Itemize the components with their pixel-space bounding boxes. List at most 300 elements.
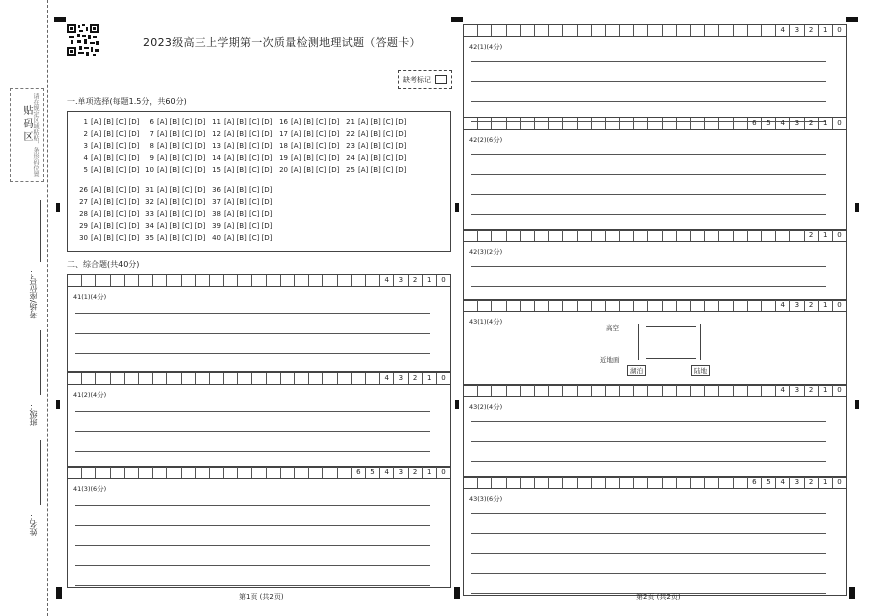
diagram-high-line — [646, 326, 696, 327]
score-blank-cell — [492, 118, 506, 129]
mc-options[interactable]: [A] [B] [C] [D] — [157, 154, 206, 162]
footer-page-left: 第1页 (共2页) — [239, 593, 284, 601]
score-blank-cell — [734, 477, 748, 488]
paste-area-note: 请在规定区域粘贴，条形码位置 — [32, 93, 39, 177]
mc-item[interactable] — [144, 198, 205, 206]
mc-options[interactable]: [A] [B] [C] [D] — [157, 118, 206, 126]
answer-line — [471, 421, 826, 422]
score-blank-cell — [153, 275, 167, 286]
score-blank-cell — [549, 230, 563, 241]
mc-item[interactable] — [144, 130, 205, 138]
registration-mark — [451, 17, 463, 22]
mc-options[interactable]: [A] [B] [C] [D] — [224, 118, 273, 126]
mc-options[interactable]: [A] [B] [C] [D] — [291, 142, 340, 150]
mc-item[interactable] — [345, 130, 406, 138]
mc-number: 15 — [212, 166, 221, 174]
mc-item[interactable] — [144, 154, 205, 162]
score-blank-cell — [535, 230, 549, 241]
mc-options[interactable]: [A] [B] [C] [D] — [358, 118, 407, 126]
mc-number: 18 — [279, 142, 288, 150]
score-blank-cell — [748, 300, 762, 311]
mc-options[interactable]: [A] [B] [C] [D] — [157, 130, 206, 138]
score-blank-cell — [648, 385, 662, 396]
score-cell[interactable]: 3 — [394, 373, 408, 384]
answer-line — [75, 313, 430, 314]
mc-item[interactable] — [78, 186, 139, 194]
score-blank-cell — [691, 118, 705, 129]
score-cell[interactable]: 0 — [837, 301, 842, 309]
score-blank-cell — [592, 25, 606, 36]
answer-line — [75, 525, 430, 526]
registration-mark — [849, 587, 855, 599]
mc-number: 6 — [149, 118, 154, 126]
score-blank-cell — [309, 275, 323, 286]
mc-number: 21 — [346, 118, 355, 126]
score-blank-cell — [691, 477, 705, 488]
mc-number: 20 — [279, 166, 288, 174]
mc-item[interactable] — [345, 166, 406, 174]
mc-item[interactable] — [211, 118, 272, 126]
score-cell[interactable]: 0 — [837, 231, 842, 239]
answer-line — [75, 431, 430, 432]
diagram-high-label: 高空 — [606, 324, 619, 332]
score-blank-cell — [762, 25, 776, 36]
mc-number: 13 — [212, 142, 221, 150]
mc-number: 28 — [79, 210, 88, 218]
score-blank-cell — [634, 385, 648, 396]
mc-number: 31 — [145, 186, 154, 194]
answer-line — [75, 353, 430, 354]
score-blank-cell — [748, 385, 762, 396]
answer-line — [75, 545, 430, 546]
score-blank-cell — [295, 467, 309, 478]
score-cell[interactable]: 4 — [380, 373, 394, 384]
score-cell[interactable]: 4 — [776, 25, 790, 36]
mc-number: 36 — [212, 186, 221, 194]
score-cell[interactable]: 1 — [819, 300, 833, 311]
score-blank-cell — [323, 373, 337, 384]
mc-number: 2 — [83, 130, 88, 138]
score-cell[interactable]: 4 — [380, 467, 394, 478]
diagram-near-line — [646, 358, 696, 359]
score-blank-cell — [196, 373, 210, 384]
score-blank-cell — [492, 300, 506, 311]
question-label: 43(2)(4分) — [469, 403, 503, 411]
mc-number: 29 — [79, 222, 88, 230]
score-cell[interactable]: 4 — [776, 477, 790, 488]
mc-options[interactable]: [A] [B] [C] [D] — [91, 222, 140, 230]
mc-item[interactable] — [144, 142, 205, 150]
score-cell[interactable]: 3 — [394, 275, 408, 286]
score-blank-cell — [705, 477, 719, 488]
score-blank-cell — [762, 385, 776, 396]
score-row — [464, 300, 846, 312]
mc-options[interactable]: [A] [B] [C] [D] — [224, 166, 273, 174]
score-cell[interactable]: 4 — [380, 275, 394, 286]
mc-item[interactable] — [211, 222, 272, 230]
mc-options[interactable]: [A] [B] [C] [D] — [224, 142, 273, 150]
mc-options[interactable]: [A] [B] [C] [D] — [157, 222, 206, 230]
score-blank-cell — [634, 230, 648, 241]
score-blank-cell — [748, 230, 762, 241]
mc-options[interactable]: [A] [B] [C] [D] — [224, 222, 273, 230]
score-blank-cell — [663, 300, 677, 311]
mc-options[interactable]: [A] [B] [C] [D] — [91, 210, 140, 218]
answer-line — [471, 214, 826, 215]
answer-area[interactable] — [463, 117, 847, 231]
score-row — [68, 275, 450, 287]
score-blank-cell — [563, 25, 577, 36]
mc-options[interactable]: [A] [B] [C] [D] — [91, 118, 140, 126]
score-blank-cell — [224, 275, 238, 286]
answer-area[interactable] — [67, 372, 451, 468]
score-cell[interactable]: 1 — [423, 373, 437, 384]
score-blank-cell — [139, 275, 153, 286]
mc-item[interactable] — [78, 222, 139, 230]
score-cell[interactable]: 2 — [805, 25, 819, 36]
score-cell[interactable]: 5 — [366, 467, 380, 478]
score-blank-cell — [238, 467, 252, 478]
score-blank-cell — [464, 385, 478, 396]
answer-line — [471, 573, 826, 574]
mc-number: 14 — [212, 154, 221, 162]
score-blank-cell — [790, 230, 804, 241]
mc-item[interactable] — [78, 210, 139, 218]
mc-options[interactable]: [A] [B] [C] [D] — [358, 130, 407, 138]
score-blank-cell — [578, 118, 592, 129]
score-blank-cell — [563, 230, 577, 241]
mc-item[interactable] — [78, 130, 139, 138]
score-cell[interactable]: 3 — [790, 477, 804, 488]
answer-area[interactable] — [67, 274, 451, 372]
score-cell[interactable]: 1 — [819, 230, 833, 241]
score-cell[interactable]: 1 — [819, 385, 833, 396]
score-blank-cell — [111, 373, 125, 384]
score-blank-cell — [182, 373, 196, 384]
mc-options[interactable]: [A] [B] [C] [D] — [358, 166, 407, 174]
score-blank-cell — [68, 467, 82, 478]
mc-item[interactable] — [345, 142, 406, 150]
mc-number: 32 — [145, 198, 154, 206]
score-blank-cell — [648, 118, 662, 129]
score-cell[interactable]: 1 — [819, 25, 833, 36]
mc-options[interactable]: [A] [B] [C] [D] — [157, 198, 206, 206]
answer-line — [471, 441, 826, 442]
exam-room-underline — [40, 200, 41, 262]
score-blank-cell — [281, 467, 295, 478]
mc-options[interactable]: [A] [B] [C] [D] — [291, 130, 340, 138]
score-blank-cell — [507, 477, 521, 488]
score-blank-cell — [111, 467, 125, 478]
mc-item[interactable] — [211, 142, 272, 150]
score-blank-cell — [691, 385, 705, 396]
mc-options[interactable]: [A] [B] [C] [D] — [224, 234, 273, 242]
mc-number: 22 — [346, 130, 355, 138]
score-cell[interactable]: 4 — [776, 118, 790, 129]
mc-item[interactable] — [144, 222, 205, 230]
score-blank-cell — [592, 118, 606, 129]
answer-line — [471, 174, 826, 175]
score-cell[interactable]: 3 — [394, 467, 408, 478]
mc-number: 3 — [83, 142, 88, 150]
mc-options[interactable]: [A] [B] [C] [D] — [91, 142, 140, 150]
registration-mark — [54, 17, 66, 22]
score-row — [464, 118, 846, 130]
score-blank-cell — [281, 275, 295, 286]
mc-item[interactable] — [78, 118, 139, 126]
mc-item[interactable] — [211, 198, 272, 206]
score-blank-cell — [734, 118, 748, 129]
score-cell[interactable]: 0 — [441, 374, 446, 382]
score-blank-cell — [663, 385, 677, 396]
score-row — [464, 230, 846, 242]
mc-options[interactable]: [A] [B] [C] [D] — [224, 154, 273, 162]
name-underline — [40, 440, 41, 505]
diagram-land-box: 陆地 — [691, 365, 710, 376]
answer-area[interactable] — [463, 384, 847, 478]
answer-line — [75, 333, 430, 334]
registration-mark — [846, 17, 858, 22]
score-blank-cell — [606, 477, 620, 488]
class-field-label: 班级： — [29, 402, 38, 426]
mc-options[interactable]: [A] [B] [C] [D] — [291, 166, 340, 174]
score-cell[interactable]: 2 — [805, 230, 819, 241]
score-blank-cell — [96, 467, 110, 478]
score-blank-cell — [762, 230, 776, 241]
score-cell[interactable]: 4 — [776, 300, 790, 311]
score-blank-cell — [620, 477, 634, 488]
mc-item[interactable] — [345, 118, 406, 126]
score-cell[interactable]: 1 — [423, 275, 437, 286]
mc-options[interactable]: [A] [B] [C] [D] — [157, 210, 206, 218]
score-row — [464, 25, 846, 37]
mc-item[interactable] — [144, 166, 205, 174]
score-blank-cell — [478, 230, 492, 241]
question-label: 41(1)(4分) — [73, 293, 107, 301]
score-blank-cell — [478, 385, 492, 396]
mc-item[interactable] — [78, 198, 139, 206]
mc-item[interactable] — [78, 234, 139, 242]
score-blank-cell — [153, 467, 167, 478]
mc-item[interactable] — [211, 234, 272, 242]
score-cell[interactable]: 6 — [748, 477, 762, 488]
mc-options[interactable]: [A] [B] [C] [D] — [291, 154, 340, 162]
score-blank-cell — [535, 118, 549, 129]
score-blank-cell — [648, 477, 662, 488]
mc-item[interactable] — [211, 186, 272, 194]
score-cell[interactable]: 2 — [805, 118, 819, 129]
mc-item[interactable] — [211, 166, 272, 174]
registration-mark — [455, 203, 459, 212]
mc-item[interactable] — [144, 118, 205, 126]
absent-mark[interactable] — [398, 70, 452, 89]
score-blank-cell — [620, 118, 634, 129]
score-blank-cell — [182, 467, 196, 478]
mc-item[interactable] — [345, 154, 406, 162]
score-blank-cell — [68, 275, 82, 286]
score-cell[interactable]: 6 — [352, 467, 366, 478]
answer-line — [75, 565, 430, 566]
mc-item[interactable] — [278, 166, 339, 174]
score-row — [464, 477, 846, 489]
score-blank-cell — [677, 477, 691, 488]
score-blank-cell — [196, 467, 210, 478]
score-blank-cell — [719, 25, 733, 36]
mc-item[interactable] — [144, 186, 205, 194]
mc-options[interactable]: [A] [B] [C] [D] — [91, 154, 140, 162]
mc-item[interactable] — [278, 142, 339, 150]
score-blank-cell — [210, 275, 224, 286]
score-cell[interactable]: 2 — [805, 385, 819, 396]
score-cell[interactable]: 0 — [837, 119, 842, 127]
mc-number: 19 — [279, 154, 288, 162]
score-blank-cell — [492, 477, 506, 488]
score-blank-cell — [734, 385, 748, 396]
answer-area[interactable] — [463, 24, 847, 118]
mc-options[interactable]: [A] [B] [C] [D] — [91, 130, 140, 138]
registration-mark — [855, 203, 859, 212]
answer-line — [471, 513, 826, 514]
score-blank-cell — [96, 275, 110, 286]
score-blank-cell — [167, 467, 181, 478]
mc-item[interactable] — [78, 142, 139, 150]
score-blank-cell — [366, 275, 380, 286]
mc-number: 34 — [145, 222, 154, 230]
score-blank-cell — [634, 118, 648, 129]
exam-room-field-label: 考场/座位号： — [29, 268, 38, 319]
score-cell[interactable]: 3 — [790, 300, 804, 311]
score-cell[interactable]: 4 — [776, 385, 790, 396]
question-label: 42(1)(4分) — [469, 43, 503, 51]
score-cell[interactable]: 2 — [409, 373, 423, 384]
score-blank-cell — [563, 300, 577, 311]
score-cell[interactable]: 0 — [441, 468, 446, 476]
mc-options[interactable]: [A] [B] [C] [D] — [224, 210, 273, 218]
score-blank-cell — [634, 300, 648, 311]
mc-item[interactable] — [278, 118, 339, 126]
score-cell[interactable]: 6 — [748, 118, 762, 129]
question-label: 43(3)(6分) — [469, 495, 503, 503]
mc-options[interactable]: [A] [B] [C] [D] — [91, 198, 140, 206]
score-blank-cell — [507, 300, 521, 311]
answer-area[interactable] — [463, 476, 847, 596]
mc-options[interactable]: [A] [B] [C] [D] — [157, 234, 206, 242]
score-blank-cell — [691, 25, 705, 36]
score-blank-cell — [734, 25, 748, 36]
mc-options[interactable]: [A] [B] [C] [D] — [91, 166, 140, 174]
score-cell[interactable]: 2 — [805, 477, 819, 488]
mc-item[interactable] — [278, 130, 339, 138]
score-blank-cell — [648, 25, 662, 36]
score-blank-cell — [705, 300, 719, 311]
score-cell[interactable]: 0 — [837, 478, 842, 486]
score-cell[interactable]: 2 — [409, 467, 423, 478]
mc-item[interactable] — [211, 210, 272, 218]
score-blank-cell — [478, 25, 492, 36]
mc-number: 33 — [145, 210, 154, 218]
mc-options[interactable]: [A] [B] [C] [D] — [358, 142, 407, 150]
mc-item[interactable] — [211, 154, 272, 162]
answer-area[interactable] — [67, 466, 451, 588]
score-cell[interactable]: 5 — [762, 477, 776, 488]
score-blank-cell — [620, 230, 634, 241]
score-blank-cell — [549, 385, 563, 396]
score-blank-cell — [139, 467, 153, 478]
qr-code — [67, 24, 99, 56]
score-blank-cell — [224, 373, 238, 384]
mc-options[interactable]: [A] [B] [C] [D] — [358, 154, 407, 162]
score-cell[interactable]: 5 — [762, 118, 776, 129]
mc-number: 40 — [212, 234, 221, 242]
mc-options[interactable]: [A] [B] [C] [D] — [157, 142, 206, 150]
mc-options[interactable]: [A] [B] [C] [D] — [224, 198, 273, 206]
mc-options[interactable]: [A] [B] [C] [D] — [224, 186, 273, 194]
score-blank-cell — [295, 373, 309, 384]
score-blank-cell — [578, 230, 592, 241]
score-cell[interactable]: 3 — [790, 25, 804, 36]
score-cell[interactable]: 0 — [837, 26, 842, 34]
score-cell[interactable]: 0 — [837, 386, 842, 394]
mc-options[interactable]: [A] [B] [C] [D] — [91, 186, 140, 194]
score-blank-cell — [521, 385, 535, 396]
mc-options[interactable]: [A] [B] [C] [D] — [224, 130, 273, 138]
score-blank-cell — [606, 230, 620, 241]
mc-item[interactable] — [78, 166, 139, 174]
mc-options[interactable]: [A] [B] [C] [D] — [157, 166, 206, 174]
score-blank-cell — [705, 385, 719, 396]
mc-item[interactable] — [211, 130, 272, 138]
score-blank-cell — [352, 275, 366, 286]
score-cell[interactable]: 3 — [790, 118, 804, 129]
score-blank-cell — [210, 373, 224, 384]
score-blank-cell — [492, 385, 506, 396]
binding-line — [47, 0, 48, 616]
absent-checkbox[interactable] — [435, 75, 447, 84]
mc-options[interactable]: [A] [B] [C] [D] — [157, 186, 206, 194]
score-blank-cell — [464, 25, 478, 36]
mc-number: 25 — [346, 166, 355, 174]
mc-number: 39 — [212, 222, 221, 230]
score-cell[interactable]: 0 — [441, 276, 446, 284]
mc-item[interactable] — [144, 210, 205, 218]
score-blank-cell — [338, 467, 352, 478]
score-cell[interactable]: 3 — [790, 385, 804, 396]
score-blank-cell — [82, 275, 96, 286]
score-blank-cell — [606, 25, 620, 36]
score-blank-cell — [224, 467, 238, 478]
score-blank-cell — [563, 477, 577, 488]
question-label: 41(2)(4分) — [73, 391, 107, 399]
score-blank-cell — [492, 230, 506, 241]
mc-options[interactable]: [A] [B] [C] [D] — [291, 118, 340, 126]
answer-line — [75, 585, 430, 586]
score-cell[interactable]: 1 — [423, 467, 437, 478]
score-cell[interactable]: 2 — [409, 275, 423, 286]
score-cell[interactable]: 1 — [819, 118, 833, 129]
score-blank-cell — [677, 385, 691, 396]
mc-options[interactable]: [A] [B] [C] [D] — [91, 234, 140, 242]
mc-item[interactable] — [144, 234, 205, 242]
score-cell[interactable]: 1 — [819, 477, 833, 488]
score-cell[interactable]: 2 — [805, 300, 819, 311]
answer-area[interactable] — [463, 229, 847, 301]
mc-item[interactable] — [78, 154, 139, 162]
score-blank-cell — [521, 477, 535, 488]
score-blank-cell — [663, 25, 677, 36]
score-blank-cell — [578, 385, 592, 396]
mc-item[interactable] — [278, 154, 339, 162]
score-row — [68, 467, 450, 479]
